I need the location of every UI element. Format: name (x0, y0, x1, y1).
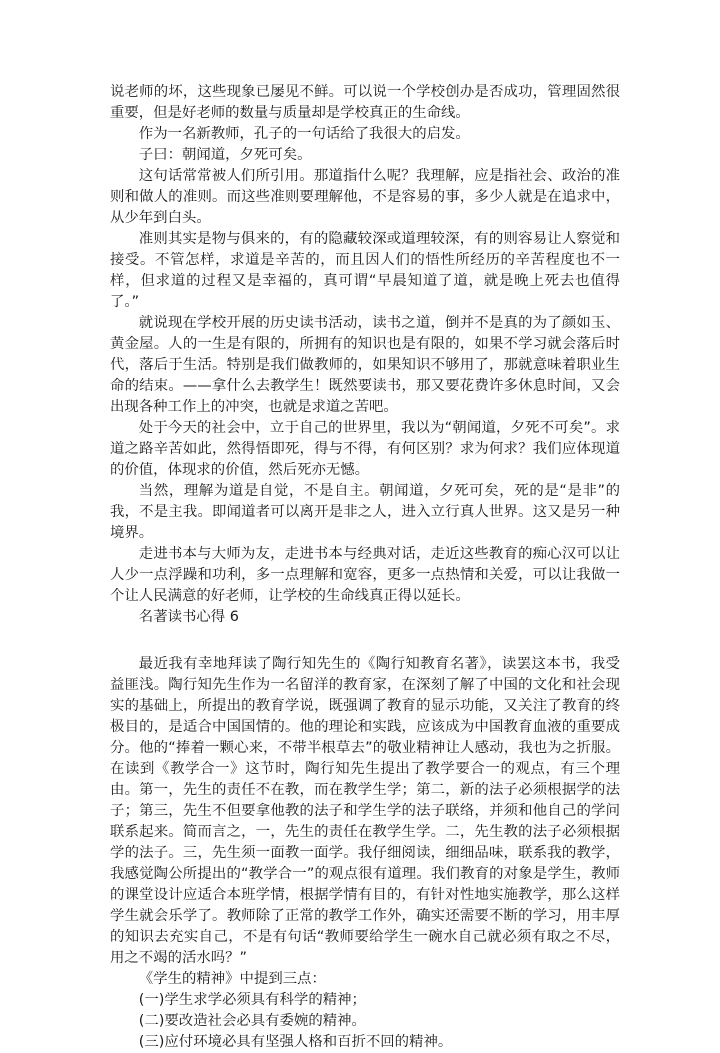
paragraph: 《学生的精神》中提到三点： (138, 971, 326, 987)
document-body (110, 82, 620, 1053)
paragraph: 准则其实是物与俱来的，有的隐藏较深或道理较深，有的则容易让人察觉和接受。不管怎样，求道是辛苦的，而且因人们的悟性所经历的辛苦程度也不一样，但求道的过程又是幸福的，真可谓“早晨知道了道，就是晚上死去也值得了。” (110, 231, 620, 310)
paragraph: 这句话常常被人们所引用。那道指什么呢？我理解，应是指社会、政治的准则和做人的准则。而这些准则要理解他，不是容易的事，多少人就是在追求中，从少年到白头。 (110, 168, 620, 226)
paragraph: 最近我有幸地拜读了陶行知先生的《陶行知教育名著》，读罢这本书，我受益匪浅。陶行知先生作为一名留洋的教育家，在深刻了解了中国的文化和社会现实的基础上，所提出的教育学说，既强调了教育的显示功能，又关注了教育的终极目的，是适合中国国情的。他的理论和实践，应该成为中国教育血液的重要成分。他的“捧着一颗心来，不带半根草去”的敬业精神让人感动，我也为之折服。在读到《教学合一》这节时，陶行知先生提出了教学要合一的观点，有三个理由。第一，先生的责任不在教，而在教学生学；第二，新的法子必须根据学的法子；第三，先生不但要拿他教的法子和学生学的法子联络，并须和他自己的学问联系起来。简而言之，一，先生的责任在教学生学。二，先生教的法子必须根据学的法子。三，先生须一面教一面学。我仔细阅读，细细品味，联系我的教学，我感觉陶公所提出的“教学合一”的观点很有道理。我们教育的对象是学生，教师的课堂设计应适合本班学情，根据学情有目的，有针对性地实施教学，那么这样学生就会乐学了。教师除了正常的教学工作外，确实还需要不断的学习，用丰厚的知识去充实自己，不是有句话“教师要给学生一碗水自己就必须有取之不尽，用之不竭的活水吗？” (110, 656, 620, 966)
list-item: (一)学生求学必须具有科学的精神； (138, 992, 366, 1008)
section-heading: 名著读书心得 6 (138, 609, 239, 625)
paragraph: 处于今天的社会中，立于自己的世界里，我以为“朝闻道，夕死不可矣”。求道之路辛苦如此，然得悟即死，得与不得，有何区别？求为何求？我们应体现道的价值，体现求的价值，然后死亦无憾。 (110, 420, 620, 478)
quote-line: 子曰：朝闻道，夕死可矣。 (138, 147, 312, 163)
paragraph: 就说现在学校开展的历史读书活动，读书之道，倒并不是真的为了颜如玉、黄金屋。人的一生是有限的，所拥有的知识也是有限的，如果不学习就会落后时代，落后于生活。特别是我们做教师的，如果知识不够用了，那就意味着职业生命的结束。——拿什么去教学生！既然要读书，那又要花费许多休息时间，又会出现各种工作上的冲突，也就是求道之苦吧。 (110, 315, 620, 415)
paragraph: 当然，理解为道是自觉，不是自主。朝闻道，夕死可矣，死的是“是非”的我，不是主我。即闻道者可以离开是非之人，进入立行真人世界。这又是另一种境界。 (110, 483, 620, 541)
list-item: (三)应付环境必具有坚强人格和百折不回的精神。 (138, 1034, 453, 1050)
list-item: (二)要改造社会必具有委婉的精神。 (138, 1013, 366, 1029)
paragraph: 走进书本与大师为友，走进书本与经典对话，走近这些教育的痴心汉可以让人少一点浮躁和功利，多一点理解和宽容，更多一点热情和关爱，可以让我做一个让人民满意的好老师，让学校的生命线真正得以延长。 (110, 546, 620, 604)
spacer (110, 628, 620, 654)
paragraph: 说老师的坏，这些现象已屡见不鲜。可以说一个学校创办是否成功，管理固然很重要，但是好老师的数量与质量却是学校真正的生命线。 (110, 84, 620, 121)
paragraph: 作为一名新教师，孔子的一句话给了我很大的启发。 (138, 126, 470, 142)
